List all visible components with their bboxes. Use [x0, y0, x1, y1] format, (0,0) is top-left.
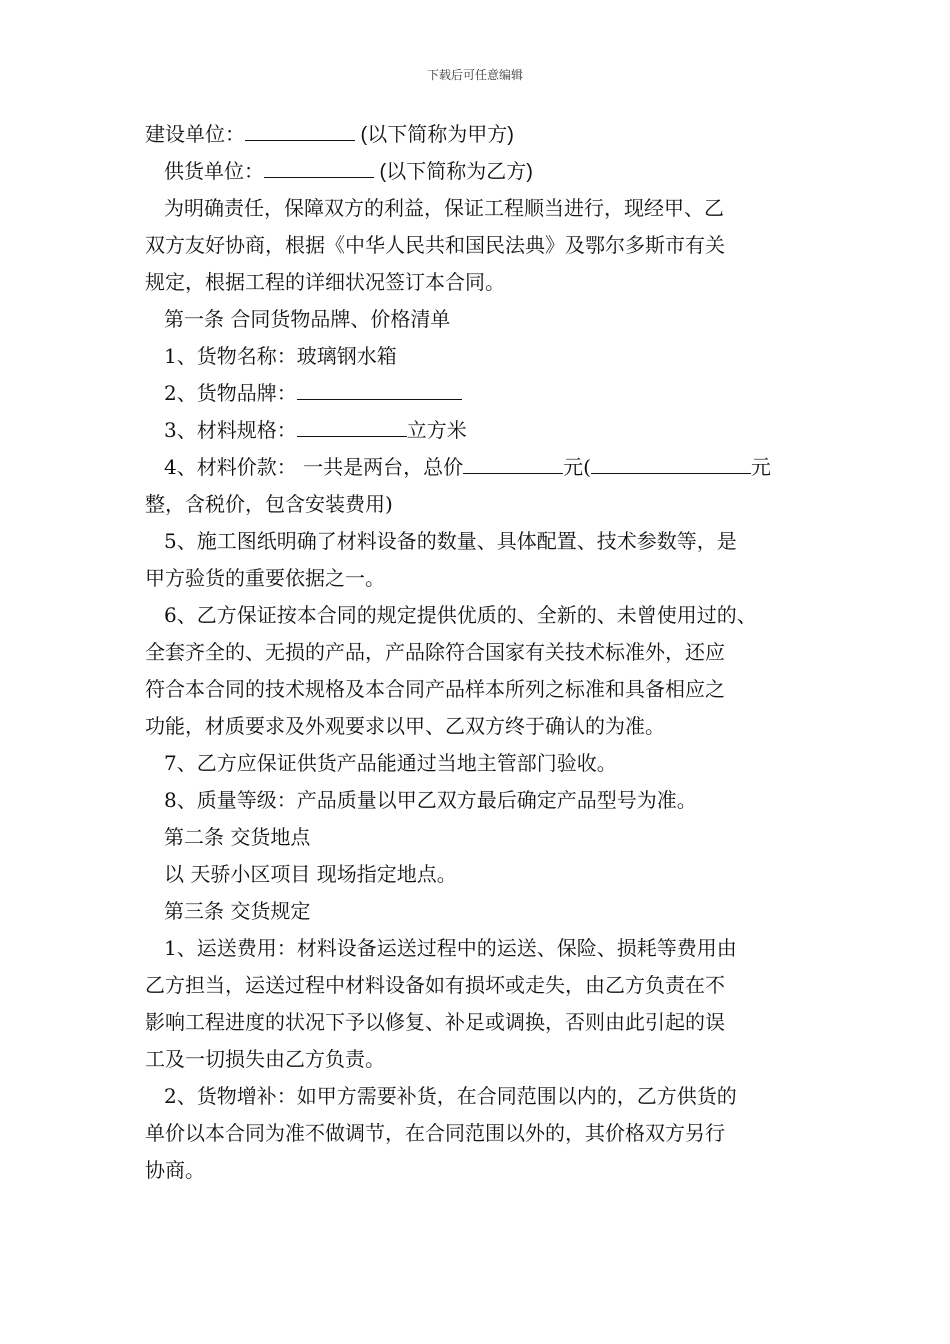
paragraph-line: 以 天骄小区项目 现场指定地点。 [164, 862, 457, 886]
paragraph-line: 工及一切损失由乙方负责。 [145, 1047, 385, 1071]
material-price-line [145, 449, 815, 486]
paragraph-line: 为明确责任，保障双方的利益，保证工程顺当进行，现经甲、乙 [164, 196, 724, 220]
supplier-label: 供货单位： [164, 159, 264, 183]
material-spec-line [145, 412, 815, 449]
page-header-note: 下载后可任意编辑 [426, 68, 523, 82]
paragraph-line: 1、运送费用：材料设备运送过程中的运送、保险、损耗等费用由 [164, 936, 737, 960]
paragraph-line: 全套齐全的、无损的产品，产品除符合国家有关技术标准外，还应 [145, 640, 725, 664]
paragraph-line: 2、货物增补：如甲方需要补货，在合同范围以内的，乙方供货的 [164, 1084, 737, 1108]
goods-brand-line [145, 375, 815, 412]
supplier-line [145, 153, 815, 190]
paragraph-line: 整，含税价，包含安装费用) [145, 492, 393, 516]
paragraph-line: 双方友好协商，根据《中华人民共和国民法典》及鄂尔多斯市有关 [145, 233, 725, 257]
paragraph-line: 乙方担当，运送过程中材料设备如有损坏或走失，由乙方负责在不 [145, 973, 725, 997]
material-spec-unit: 立方米 [406, 418, 467, 442]
material-spec-blank [297, 414, 407, 437]
supplier-suffix: (以下简称为乙方) [374, 161, 533, 183]
supplier-blank [264, 155, 374, 178]
paragraph-line: 5、施工图纸明确了材料设备的数量、具体配置、技术参数等，是 [164, 529, 737, 553]
paragraph-line: 协商。 [145, 1158, 205, 1182]
builder-label: 建设单位： [145, 122, 245, 146]
paragraph-line: 7、乙方应保证供货产品能通过当地主管部门验收。 [164, 751, 617, 775]
material-price-mid: 元( [563, 455, 591, 479]
builder-suffix: (以下简称为甲方) [355, 124, 514, 146]
article-3-heading: 第三条 交货规定 [164, 899, 311, 923]
goods-brand-label: 2、货物品牌： [164, 381, 297, 405]
paragraph-line: 8、质量等级：产品质量以甲乙双方最后确定产品型号为准。 [164, 788, 697, 812]
paragraph-line: 单价以本合同为准不做调节，在合同范围以外的，其价格双方另行 [145, 1121, 725, 1145]
paragraph-line: 符合本合同的技术规格及本合同产品样本所列之标准和具备相应之 [145, 677, 725, 701]
material-price-suffix: 元 [750, 455, 771, 479]
article-1-heading: 第一条 合同货物品牌、价格清单 [164, 307, 451, 331]
paragraph-line: 功能，材质要求及外观要求以甲、乙双方终于确认的为准。 [145, 714, 665, 738]
article-2-heading: 第二条 交货地点 [164, 825, 311, 849]
paragraph-line: 6、乙方保证按本合同的规定提供优质的、全新的、未曾使用过的、 [164, 603, 757, 627]
material-spec-label: 3、材料规格： [164, 418, 297, 442]
paragraph-line: 影响工程进度的状况下予以修复、补足或调换，否则由此引起的误 [145, 1010, 725, 1034]
goods-brand-blank [297, 377, 462, 400]
paragraph-line: 规定，根据工程的详细状况签订本合同。 [145, 270, 505, 294]
material-price-prefix: 4、材料价款： 一共是两台，总价 [164, 455, 464, 479]
builder-line [145, 116, 815, 153]
total-price-blank [463, 451, 563, 474]
builder-blank [245, 118, 355, 141]
total-price-words-blank [591, 451, 751, 474]
goods-name-line: 1、货物名称：玻璃钢水箱 [164, 344, 397, 368]
paragraph-line: 甲方验货的重要依据之一。 [145, 566, 385, 590]
contract-body [145, 116, 815, 1189]
